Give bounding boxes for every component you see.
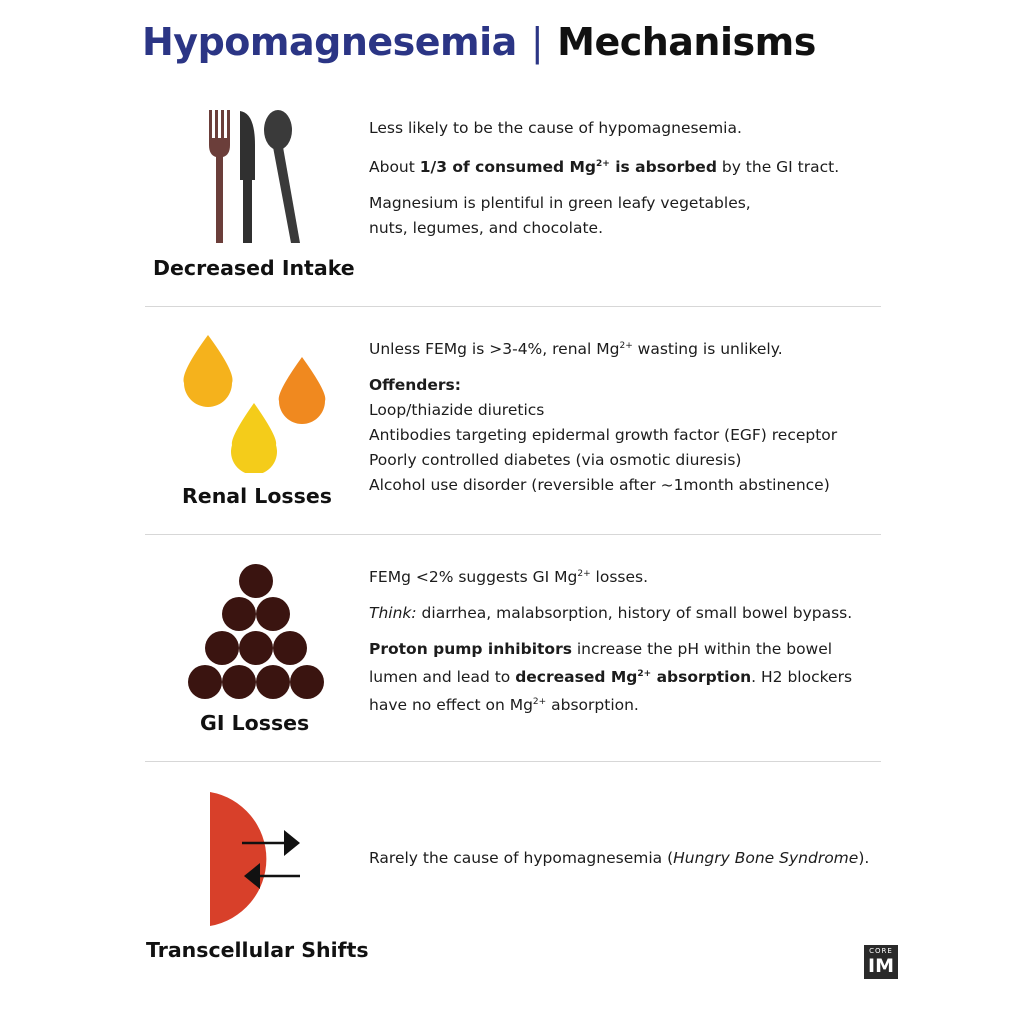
renal-line-1: Unless FEMg is >3-4%, renal $Mg^{2+}$ wasting is unlikely. [369,340,783,358]
logo-bottom-text: IM [868,955,894,977]
droplets-icon [180,333,330,473]
page-title [142,20,816,64]
section-label-gi-losses: GI Losses [200,711,310,735]
section-text-transcellular-shifts [369,846,909,882]
section-label-renal-losses: Renal Losses [182,484,332,508]
stacked-balls-icon [185,563,327,701]
section-label-transcellular-shifts: Transcellular Shifts [146,938,369,962]
offenders-list [369,373,889,498]
shifts-line-1: Rarely the cause of hypomagnesemia (Hungry Bone Syndrome). [369,849,870,867]
utensils-icon [200,105,310,250]
gi-line-3: Proton pump inhibitors increase the pH within the bowel lumen and lead to decreased $Mg^{2+}$ absorption. H2 blockers have no effect on $Mg^{2+}$ absorption. [369,640,853,714]
offender-item: Loop/thiazide diuretics [369,401,545,419]
title-part2: Mechanisms [557,20,816,64]
section-divider [145,761,881,762]
section-text-gi-losses [369,562,889,729]
gi-line-1: FEMg <2% suggests GI $Mg^{2+}$ losses. [369,568,649,586]
logo-top-text: CORE [869,947,893,955]
cell-shift-icon [208,790,308,930]
section-text-renal-losses [369,334,889,498]
section-text-decreased-intake [369,116,889,252]
section-divider [145,534,881,535]
offender-item: Poorly controlled diabetes (via osmotic diuresis) [369,451,742,469]
title-part1: Hypomagnesemia [142,20,517,64]
offender-item: Alcohol use disorder (reversible after ~1month abstinence) [369,476,830,494]
offenders-title: Offenders: [369,376,461,394]
intake-line-3: Magnesium is plentiful in green leafy vegetables, nuts, legumes, and chocolate. [369,194,751,237]
intake-line-2: About 1/3 of consumed $Mg^{2+}$ is absorbed by the GI tract. [369,158,840,176]
section-divider [145,306,881,307]
gi-line-2: Think: diarrhea, malabsorption, history of small bowel bypass. [369,604,853,622]
title-separator: | [530,20,544,64]
section-label-decreased-intake: Decreased Intake [153,256,355,280]
offender-item: Antibodies targeting epidermal growth factor (EGF) receptor [369,426,838,444]
core-im-logo [864,945,898,979]
intake-line-1: Less likely to be the cause of hypomagnesemia. [369,119,742,137]
